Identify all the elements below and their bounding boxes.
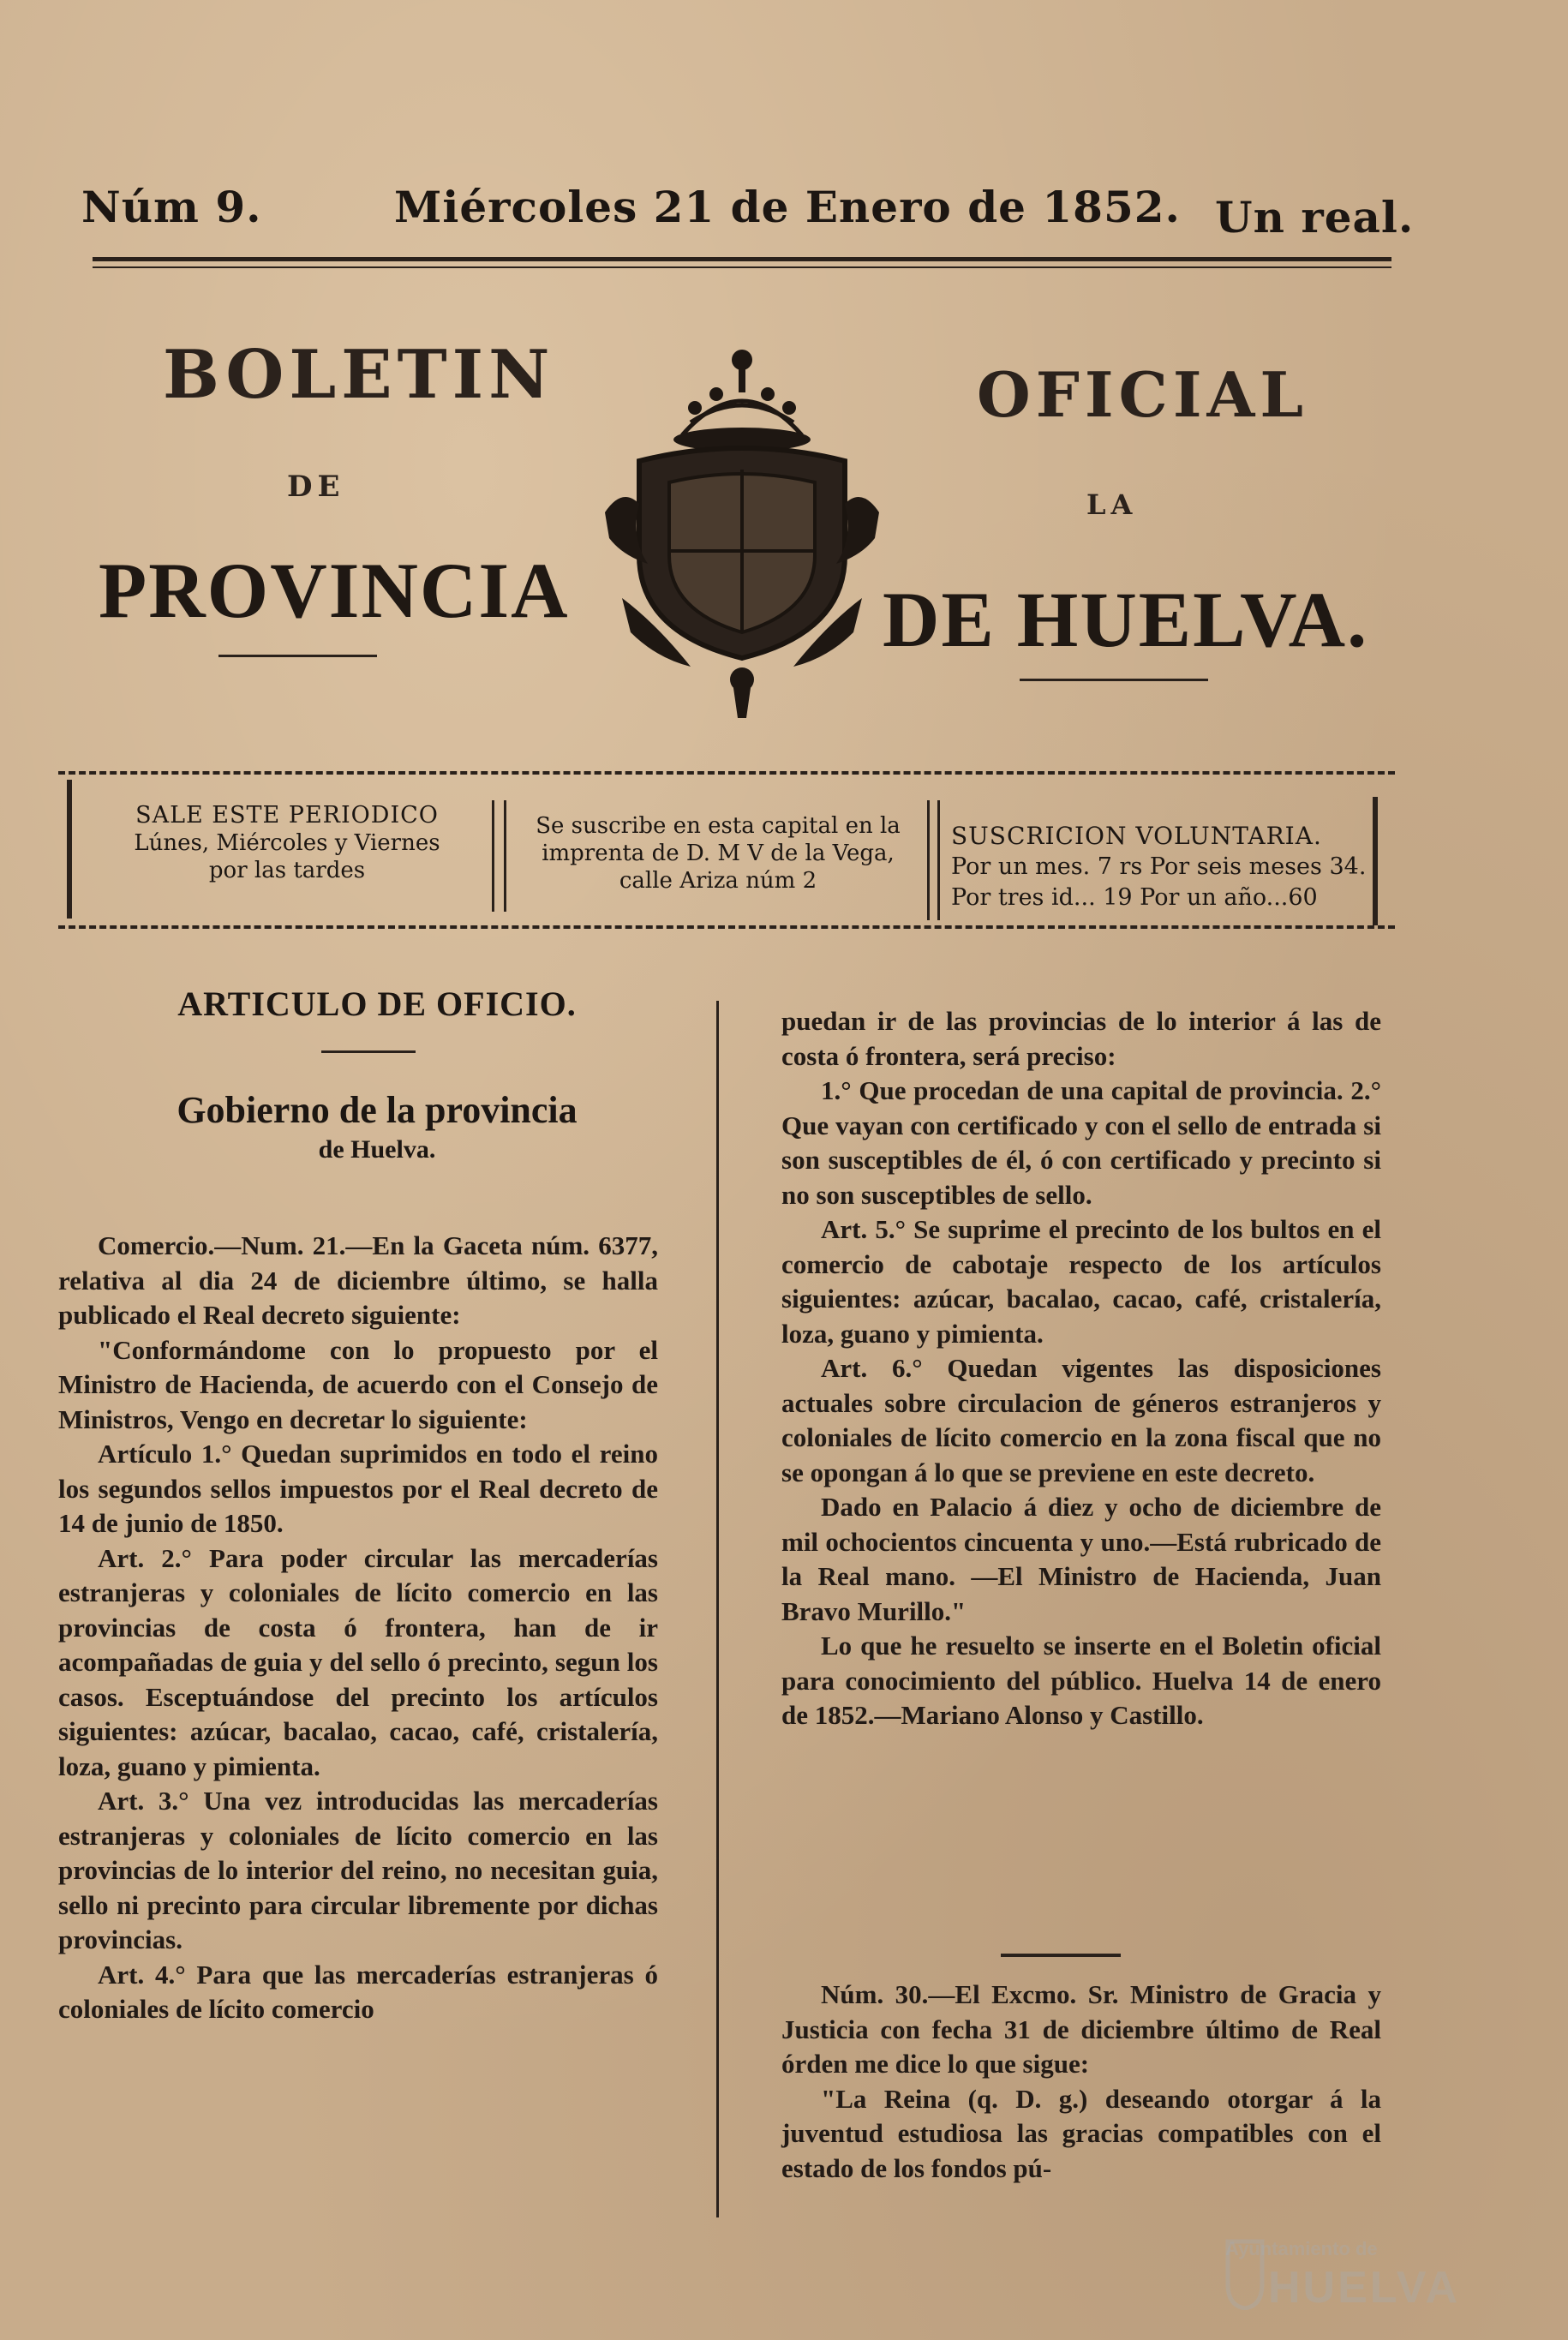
government-title: Gobierno de la provincia	[177, 1089, 578, 1131]
issue-price: Un real.	[1215, 192, 1415, 242]
paragraph-article-4-cont: puedan ir de las provincias de lo interior á las de costa ó frontera, será preciso:	[781, 1006, 1381, 1071]
ornamental-border-top	[58, 771, 1395, 783]
right-column-text-2	[781, 1978, 1381, 2186]
ornamental-border-left	[67, 780, 72, 919]
publication-schedule-box	[94, 802, 480, 884]
paragraph-article-1: Artículo 1.° Quedan suprimidos en todo el reino los segundos sellos impuestos por el Real decreto de 14 de junio de 1850.	[58, 1439, 658, 1538]
paragraph-given-in-palace: Dado en Palacio á diez y ocho de diciembre de mil ochocientos cincuenta y uno.—Está rubricado de la Real mano. —El Ministro de Hacienda, Juan Bravo Murillo."	[781, 1492, 1381, 1626]
right-column-text	[781, 1004, 1381, 1733]
title-underline-right	[1020, 679, 1208, 681]
ornamental-border-bottom	[58, 925, 1395, 937]
subscription-rates-title: SUSCRICION VOLUNTARIA.	[951, 822, 1322, 850]
title-oficial: OFICIAL	[977, 358, 1308, 431]
paragraph-article-5: Art. 5.° Se suprime el precinto de los bultos en el comercio de cabotaje respecto de los artículos siguientes: azúcar, bacalao, cacao, café, cristalería, loza, guano y pimienta.	[781, 1214, 1381, 1349]
column-divider	[716, 1001, 719, 2217]
section-heading-rule	[321, 1050, 416, 1053]
ornamental-border-right	[1373, 797, 1378, 925]
subscription-place-line2: imprenta de D. M V de la Vega,	[542, 841, 895, 866]
header-rule-top	[93, 257, 1391, 261]
paragraph-article-3: Art. 3.° Una vez introducidas las mercaderías estranjeras y coloniales de lícito comercio en las provincias de lo interior del reino, no necesitan guia, sello ni precinto para circular libremente por dichas provincias.	[58, 1786, 658, 1954]
subscription-place-line3: calle Ariza núm 2	[619, 868, 817, 894]
watermark-line1: Ayuntamiento de	[1225, 2238, 1378, 2259]
paragraph-queen-decree: "La Reina (q. D. g.) deseando otorgar á la juventud estudiosa las gracias compatibles con el estado de los fondos pú-	[781, 2083, 1381, 2183]
paragraph-article-6: Art. 6.° Quedan vigentes las disposiciones actuales sobre circulacion de géneros estranjeros y coloniales de lícito comercio en la zona fiscal que no se opongan á lo que se previene en este decreto.	[781, 1353, 1381, 1487]
info-divider-4	[937, 800, 940, 920]
paragraph-resolution: Lo que he resuelto se inserte en el Boletin oficial para conocimiento del público. Huelva 14 de enero de 1852.—Mariano Alonso y Castillo.	[781, 1631, 1381, 1730]
subscription-place-box	[521, 812, 915, 895]
watermark-line2: HUELVA	[1268, 2263, 1461, 2313]
subscription-place-line1: Se suscribe en esta capital en la	[536, 813, 901, 839]
title-de: DE	[287, 470, 345, 504]
section-separator	[1001, 1954, 1121, 1957]
subscription-rates-box	[951, 821, 1371, 913]
paragraph-decree-intro: "Conformándome con lo propuesto por el Ministro de Hacienda, de acuerdo con el Consejo de Ministros, Vengo en decretar lo siguiente:	[58, 1334, 658, 1434]
left-column-text	[58, 1229, 658, 2027]
title-de-huelva: DE HUELVA.	[883, 576, 1369, 663]
title-provincia: PROVINCIA	[99, 547, 570, 634]
info-divider-3	[927, 800, 930, 920]
government-subtitle: de Huelva.	[318, 1135, 436, 1164]
schedule-heading: SALE ESTE PERIODICO	[135, 802, 439, 829]
paragraph-num-30: Núm. 30.—El Excmo. Sr. Ministro de Gracia y Justicia con fecha 31 de diciembre último de Real órden me dice lo que sigue:	[781, 1979, 1381, 2079]
title-underline-left	[218, 655, 377, 657]
section-heading: ARTICULO DE OFICIO.	[177, 984, 577, 1023]
issue-date: Miércoles 21 de Enero de 1852.	[394, 182, 1181, 232]
info-divider-2	[504, 800, 506, 912]
info-divider-1	[492, 800, 494, 912]
royal-coat-of-arms-icon	[588, 341, 896, 718]
paragraph-article-2: Art. 2.° Para poder circular las mercaderías estranjeras y coloniales de lícito comercio en las provincias de costa ó frontera, han de ir acompañadas de guia y del sello ó precinto, segun los casos. Esceptuándose del precinto los artículos siguientes: azúcar, bacalao, cacao, café, cristalería, loza, guano y pimienta.	[58, 1542, 658, 1781]
paragraph-commerce: Comercio.—Num. 21.—En la Gaceta núm. 6377, relativa al dia 24 de diciembre último, se halla publicado el Real decreto siguiente:	[58, 1230, 658, 1330]
title-boletin: BOLETIN	[163, 336, 555, 414]
subscription-rates-line2: Por tres id... 19 Por un año...60	[951, 884, 1318, 911]
watermark-crest-icon	[1224, 2233, 1266, 2310]
paragraph-article-4: Art. 4.° Para que las mercaderías estranjeras ó coloniales de lícito comercio	[58, 1959, 658, 2024]
subscription-rates-line1: Por un mes. 7 rs Por seis meses 34.	[951, 853, 1367, 880]
issue-number: Núm 9.	[81, 182, 262, 232]
schedule-days: Lúnes, Miércoles y Viernes	[134, 830, 440, 856]
title-la: LA	[1086, 488, 1138, 521]
paragraph-conditions: 1.° Que procedan de una capital de provincia. 2.° Que vayan con certificado y con el sello de entrada si son susceptibles de él, ó con certificado y precinto si no son susceptibles de sello.	[781, 1075, 1381, 1210]
header-rule-bottom	[93, 266, 1391, 268]
schedule-time: por las tardes	[208, 858, 366, 883]
